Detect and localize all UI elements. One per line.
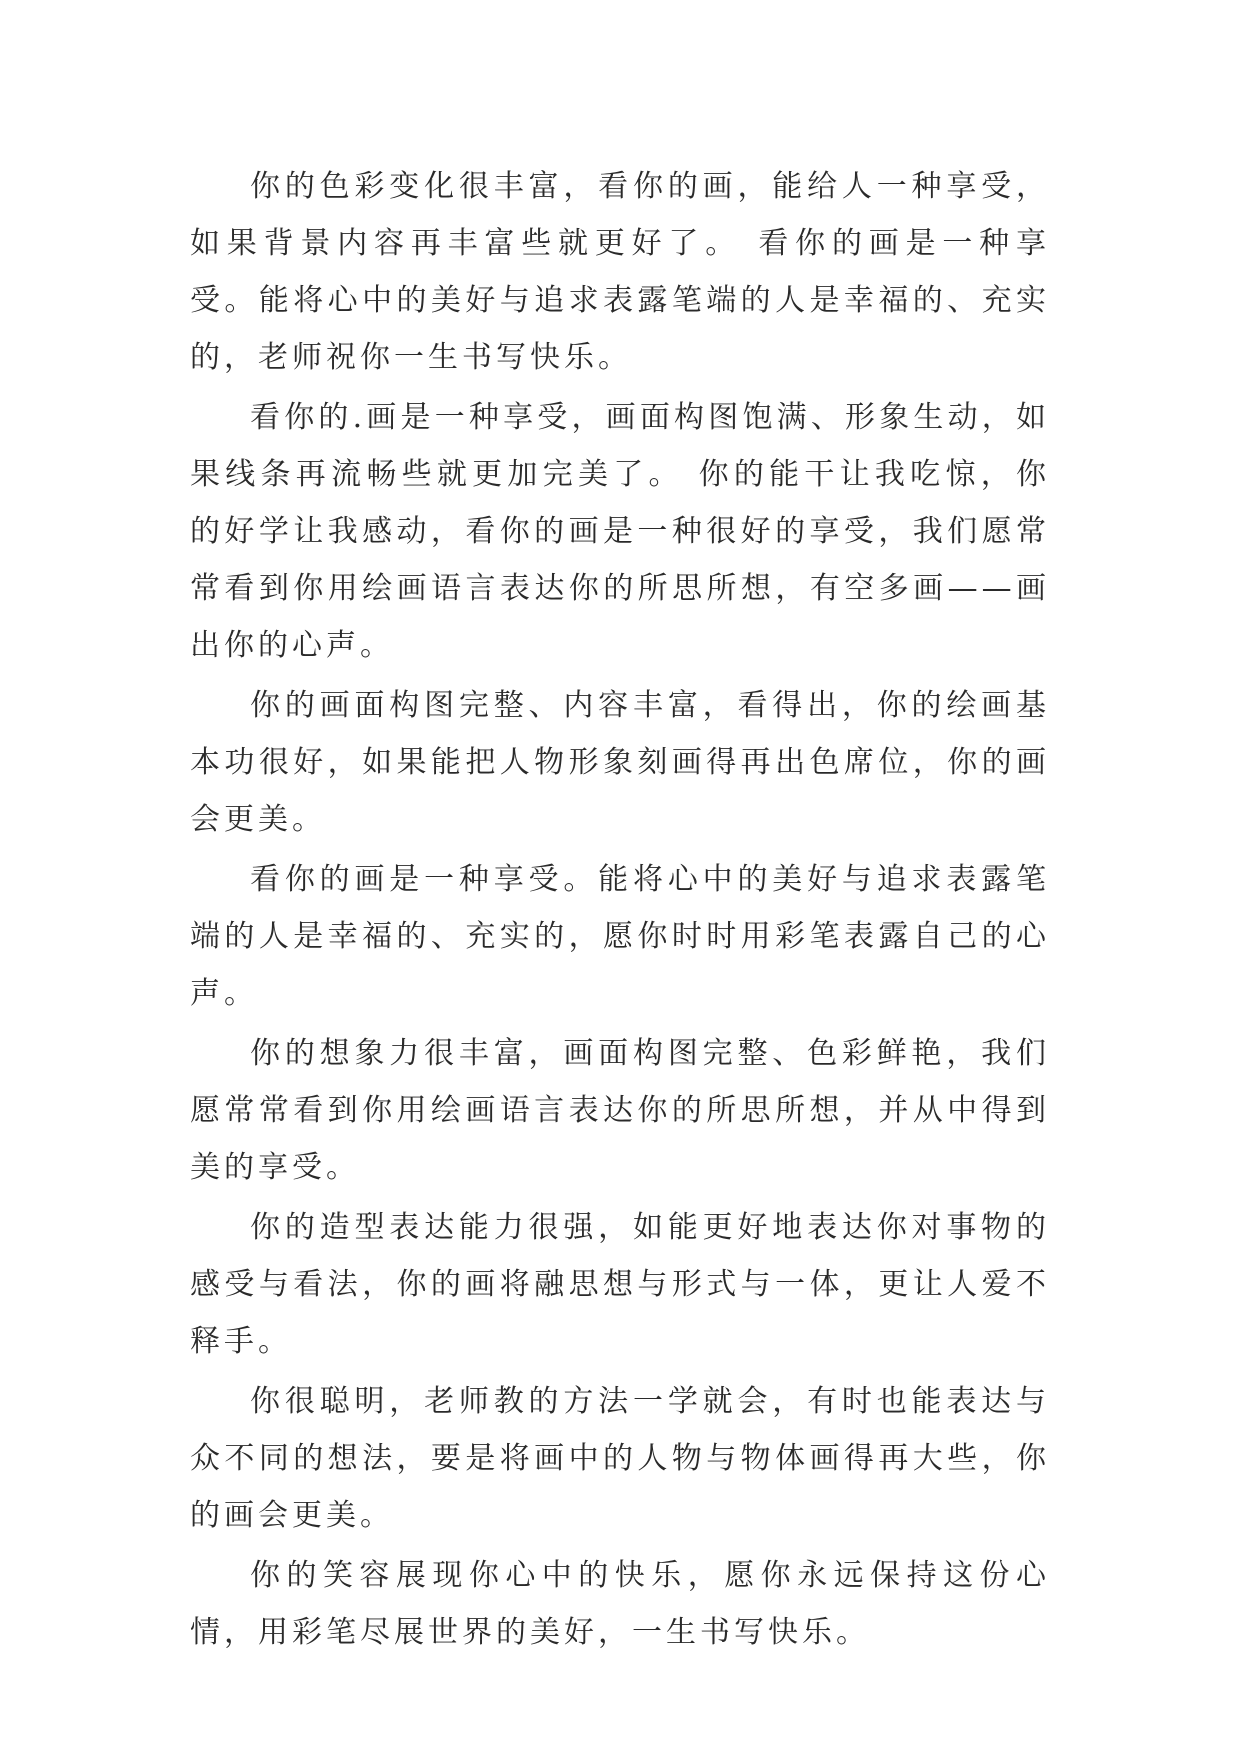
paragraph: 看你的.画是一种享受，画面构图饱满、形象生动，如果线条再流畅些就更加完美了。 你的能干让我吃惊，你的好学让我感动，看你的画是一种很好的享受，我们愿常常看到你用绘画语言表达你的所思所想，有空多画——画出你的心声。 [190, 400, 1050, 663]
paragraph: 你的笑容展现你心中的快乐，愿你永远保持这份心情，用彩笔尽展世界的美好，一生书写快乐。 [190, 1558, 1050, 1650]
paragraph: 你的色彩变化很丰富，看你的画，能给人一种享受，如果背景内容再丰富些就更好了。 看你的画是一种享受。能将心中的美好与追求表露笔端的人是幸福的、充实的，老师祝你一生书写快乐。 [190, 169, 1050, 375]
paragraph: 看你的画是一种享受。能将心中的美好与追求表露笔端的人是幸福的、充实的，愿你时时用彩笔表露自己的心声。 [190, 862, 1050, 1011]
paragraph: 你的想象力很丰富，画面构图完整、色彩鲜艳，我们愿常常看到你用绘画语言表达你的所思所想，并从中得到美的享受。 [190, 1036, 1050, 1185]
paragraph: 你的画面构图完整、内容丰富，看得出，你的绘画基本功很好，如果能把人物形象刻画得再出色席位，你的画会更美。 [190, 688, 1050, 837]
document-body [190, 158, 1050, 1664]
paragraph: 你的造型表达能力很强，如能更好地表达你对事物的感受与看法，你的画将融思想与形式与一体，更让人爱不释手。 [190, 1210, 1050, 1359]
paragraph: 你很聪明，老师教的方法一学就会，有时也能表达与众不同的想法，要是将画中的人物与物体画得再大些，你的画会更美。 [190, 1384, 1050, 1533]
